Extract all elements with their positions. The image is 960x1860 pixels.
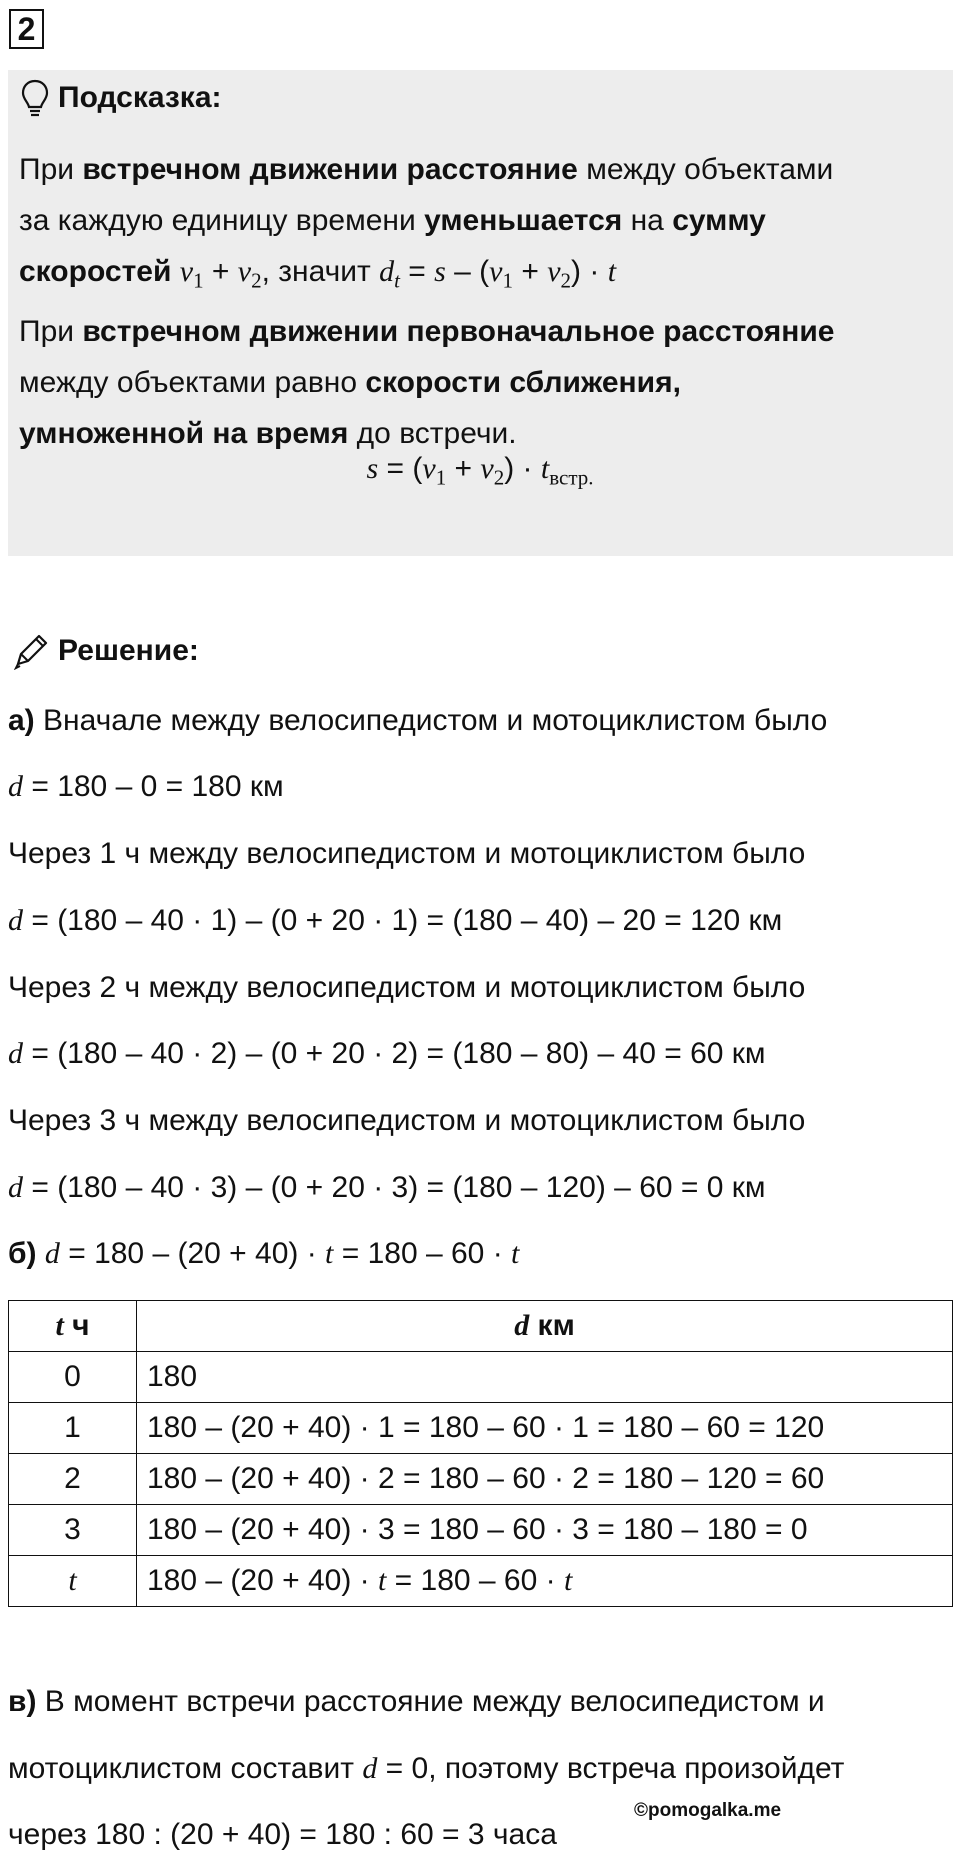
lightbulb-icon [20,78,50,118]
part-a-d1: d = (180 – 40 · 1) – (0 + 20 · 1) = (180 – 40) – 20 = 120 км [8,904,783,937]
table-row: 1 180 – (20 + 40) · 1 = 180 – 60 · 1 = 180 – 60 = 120 [9,1403,953,1454]
solution-title: Решение: [58,634,199,667]
part-a-d3: d = (180 – 40 · 3) – (0 + 20 · 3) = (180 – 120) – 60 = 0 км [8,1171,766,1204]
hint-title: Подсказка: [58,81,222,114]
part-a-t3-text: Через 3 ч между велосипедистом и мотоциклистом было [8,1104,806,1137]
part-a-d0: d = 180 – 0 = 180 км [8,770,284,803]
distance-table [8,1300,953,1607]
problem-number: 2 [9,9,44,49]
part-c-text3: через 180 : (20 + 40) = 180 : 60 = 3 часа [8,1818,557,1851]
table-row: 3 180 – (20 + 40) · 3 = 180 – 60 · 3 = 180 – 180 = 0 [9,1505,953,1556]
hint-text: При встречном движении расстояние между объектами за каждую единицу времени уменьшается на сумму скоростей $v_1 + v_2$, значит $d_t = s - (v_1 + v_2) \cdot t$ При встречном движении первоначальное расстояние между объектами равно скорости сближения, умноженной на время до встречи. [19,153,835,451]
solution-header [12,632,199,670]
table-header-t: t ч [9,1301,137,1352]
part-c-text1: в) В момент встречи расстояние между велосипедистом и [8,1685,825,1718]
table-row: 0 180 [9,1352,953,1403]
part-a-t2-text: Через 2 ч между велосипедистом и мотоциклистом было [8,971,806,1004]
part-c-text2: мотоциклистом составит d = 0, поэтому встреча произойдет [8,1752,845,1785]
table-header-d: d км [137,1301,953,1352]
part-a-t1-text: Через 1 ч между велосипедистом и мотоциклистом было [8,837,806,870]
part-a-intro: а) Вначале между велосипедистом и мотоциклистом было [8,704,828,737]
part-b-formula: б) d = 180 – (20 + 40) · t = 180 – 60 · t [8,1237,520,1270]
part-a-d2: d = (180 – 40 · 2) – (0 + 20 · 2) = (180 – 80) – 40 = 60 км [8,1037,766,1070]
table-row: t 180 – (20 + 40) · t = 180 – 60 · t [9,1556,953,1607]
hint-formula: $s = (v_1 + v_2) \cdot t_{встр.}$ [366,452,594,490]
table-row: 2 180 – (20 + 40) · 2 = 180 – 60 · 2 = 180 – 120 = 60 [9,1454,953,1505]
copyright: ©pomogalka.me [634,1800,782,1821]
pencil-icon [12,632,50,670]
table-header-row [9,1301,953,1352]
hint-header [20,78,222,118]
